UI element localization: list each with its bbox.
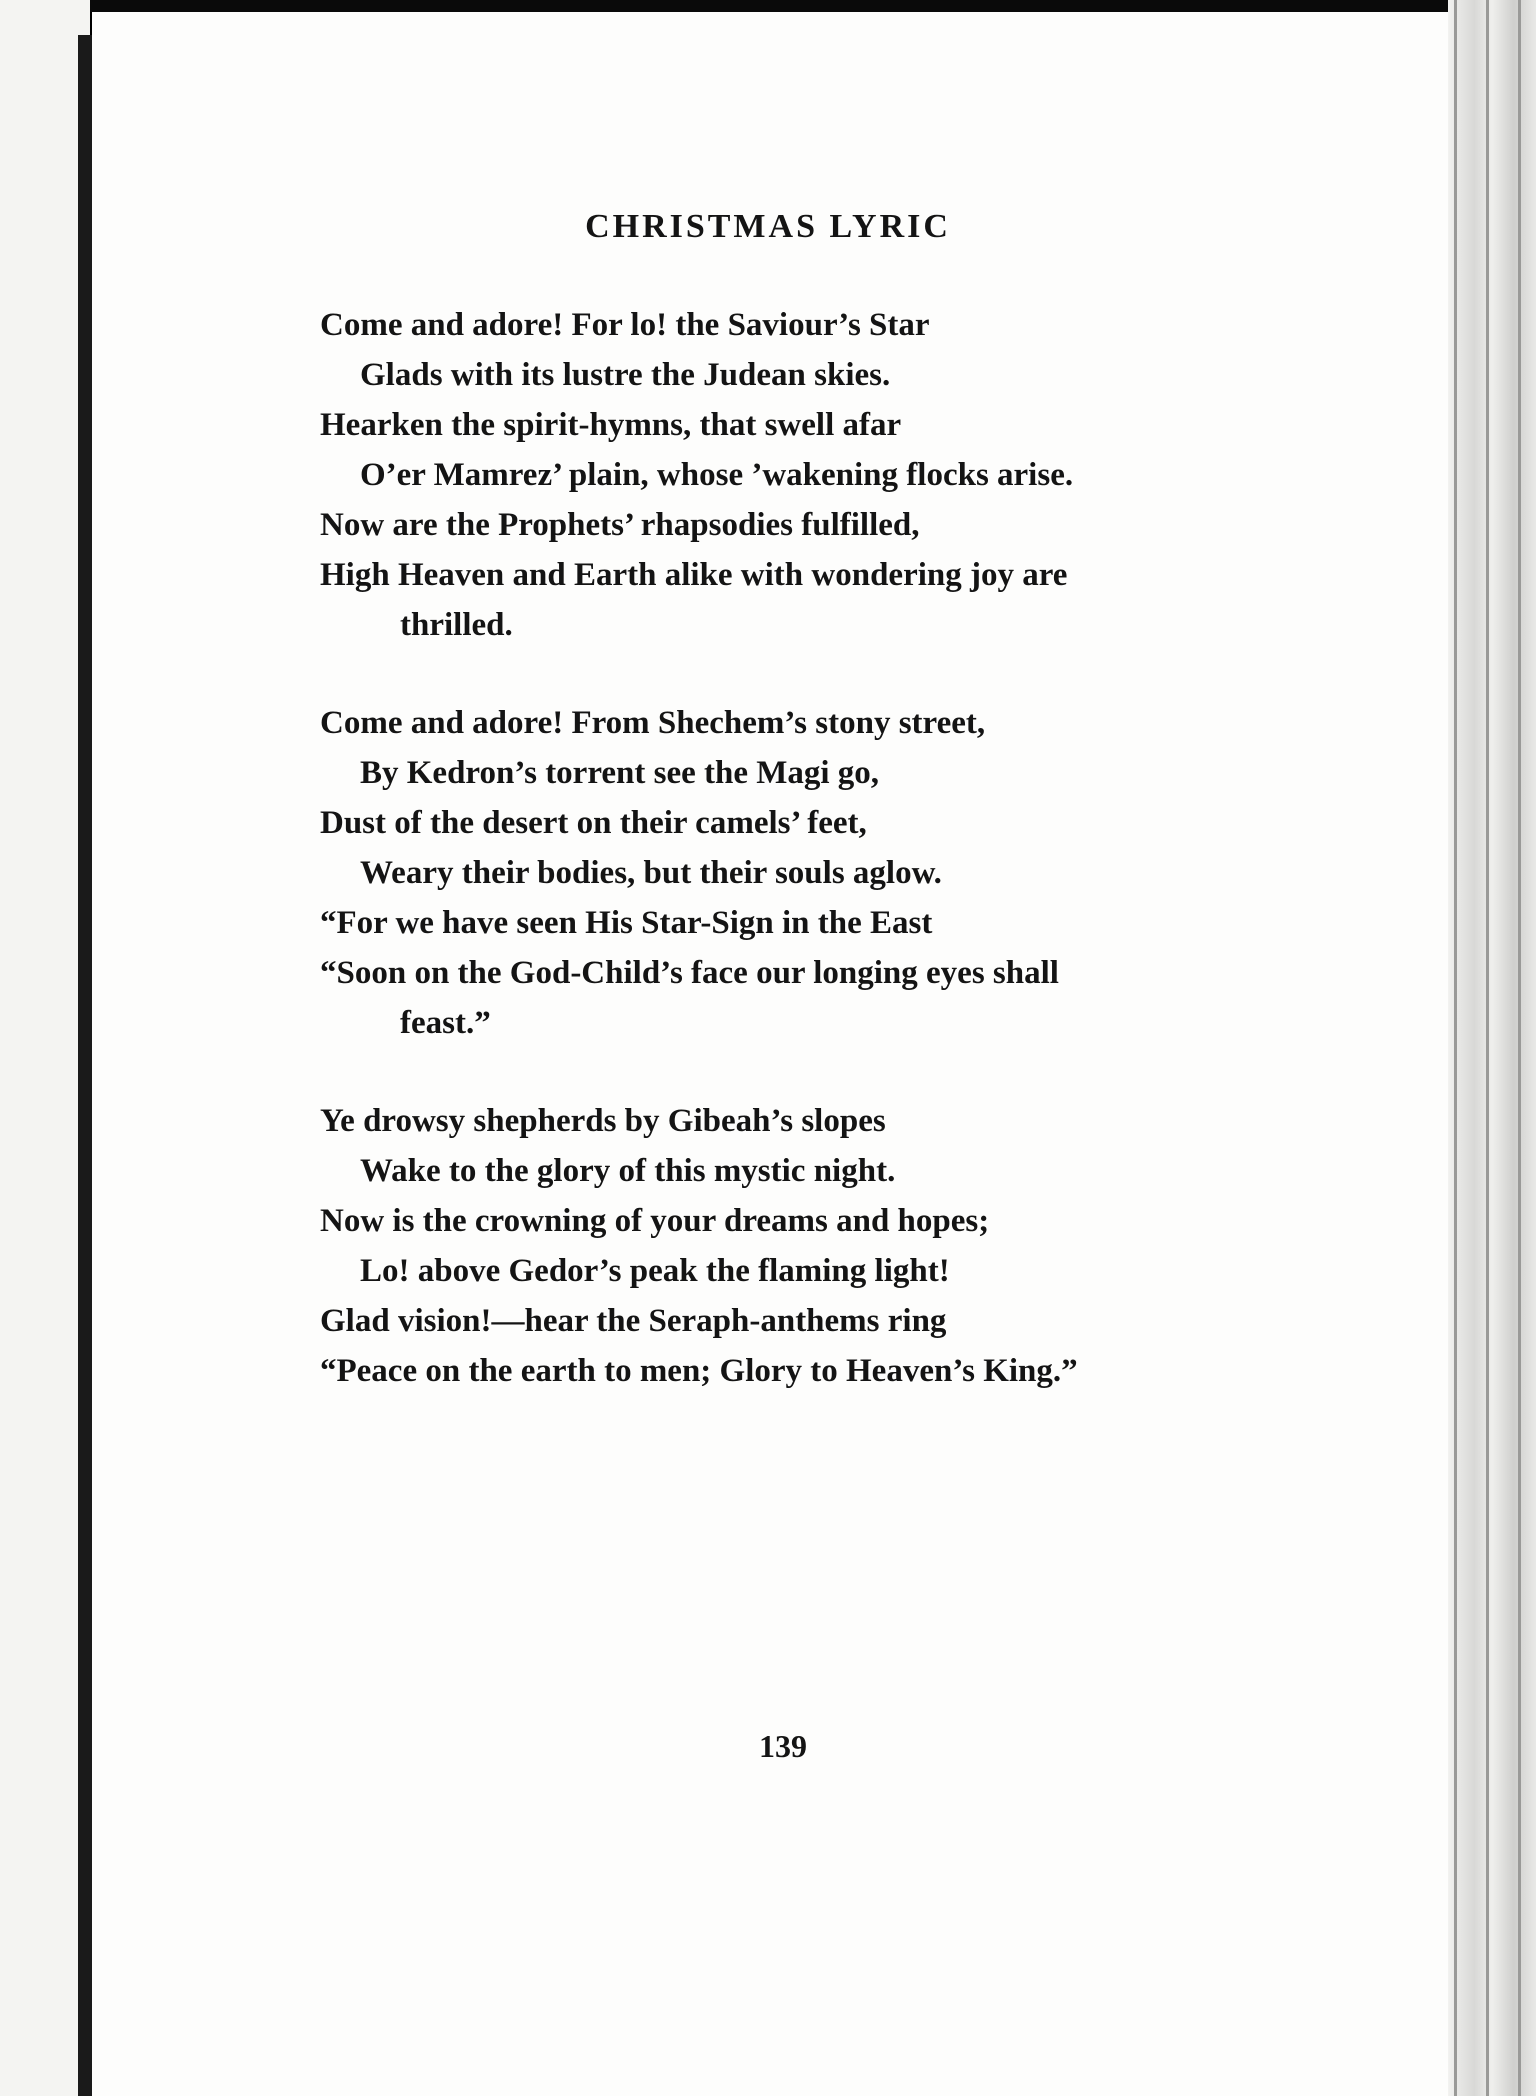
left-page-margin [0,0,90,2096]
poem-line: Dust of the desert on their camels’ feet, [320,805,867,841]
stanza-3 [320,1096,1320,1396]
stanza-2 [320,698,1320,1048]
book-spine-shadow [78,35,92,2096]
poem-line: High Heaven and Earth alike with wondering joy are [320,557,1068,593]
poem-line: “Soon on the God-Child’s face our longing eyes shall [320,955,1059,991]
poem-line: By Kedron’s torrent see the Magi go, [360,755,880,791]
poem-line: “For we have seen His Star-Sign in the East [320,905,933,941]
page-edge-line [1454,0,1457,2096]
poem-line: thrilled. [400,607,513,643]
poem-line: Come and adore! For lo! the Saviour’s Star [320,307,930,343]
poem-line: Hearken the spirit-hymns, that swell afar [320,407,902,443]
poem-line: Ye drowsy shepherds by Gibeah’s slopes [320,1103,886,1139]
poem-title: CHRISTMAS LYRIC [585,208,951,245]
poem-line: “Peace on the earth to men; Glory to Heaven’s King.” [320,1353,1078,1389]
poem-line: Weary their bodies, but their souls aglow. [360,855,942,891]
right-page-edges [1448,0,1536,2096]
stanza-1 [320,300,1320,650]
page-number: 139 [759,1728,807,1764]
poem-line: Lo! above Gedor’s peak the flaming light! [360,1253,950,1289]
poem-line: Glads with its lustre the Judean skies. [360,357,891,393]
poem-line: Glad vision!—hear the Seraph-anthems ring [320,1303,947,1339]
poem-line: feast.” [400,1005,491,1041]
poem-line: Wake to the glory of this mystic night. [360,1153,896,1189]
page-edge-line [1518,0,1521,2096]
poem-line: Come and adore! From Shechem’s stony street, [320,705,986,741]
poem-body [320,300,1320,1444]
top-edge [0,0,1536,12]
page-edge-line [1486,0,1489,2096]
poem-line: O’er Mamrez’ plain, whose ’wakening flocks arise. [360,457,1074,493]
poem-line: Now are the Prophets’ rhapsodies fulfilled, [320,507,920,543]
poem-line: Now is the crowning of your dreams and hopes; [320,1203,990,1239]
